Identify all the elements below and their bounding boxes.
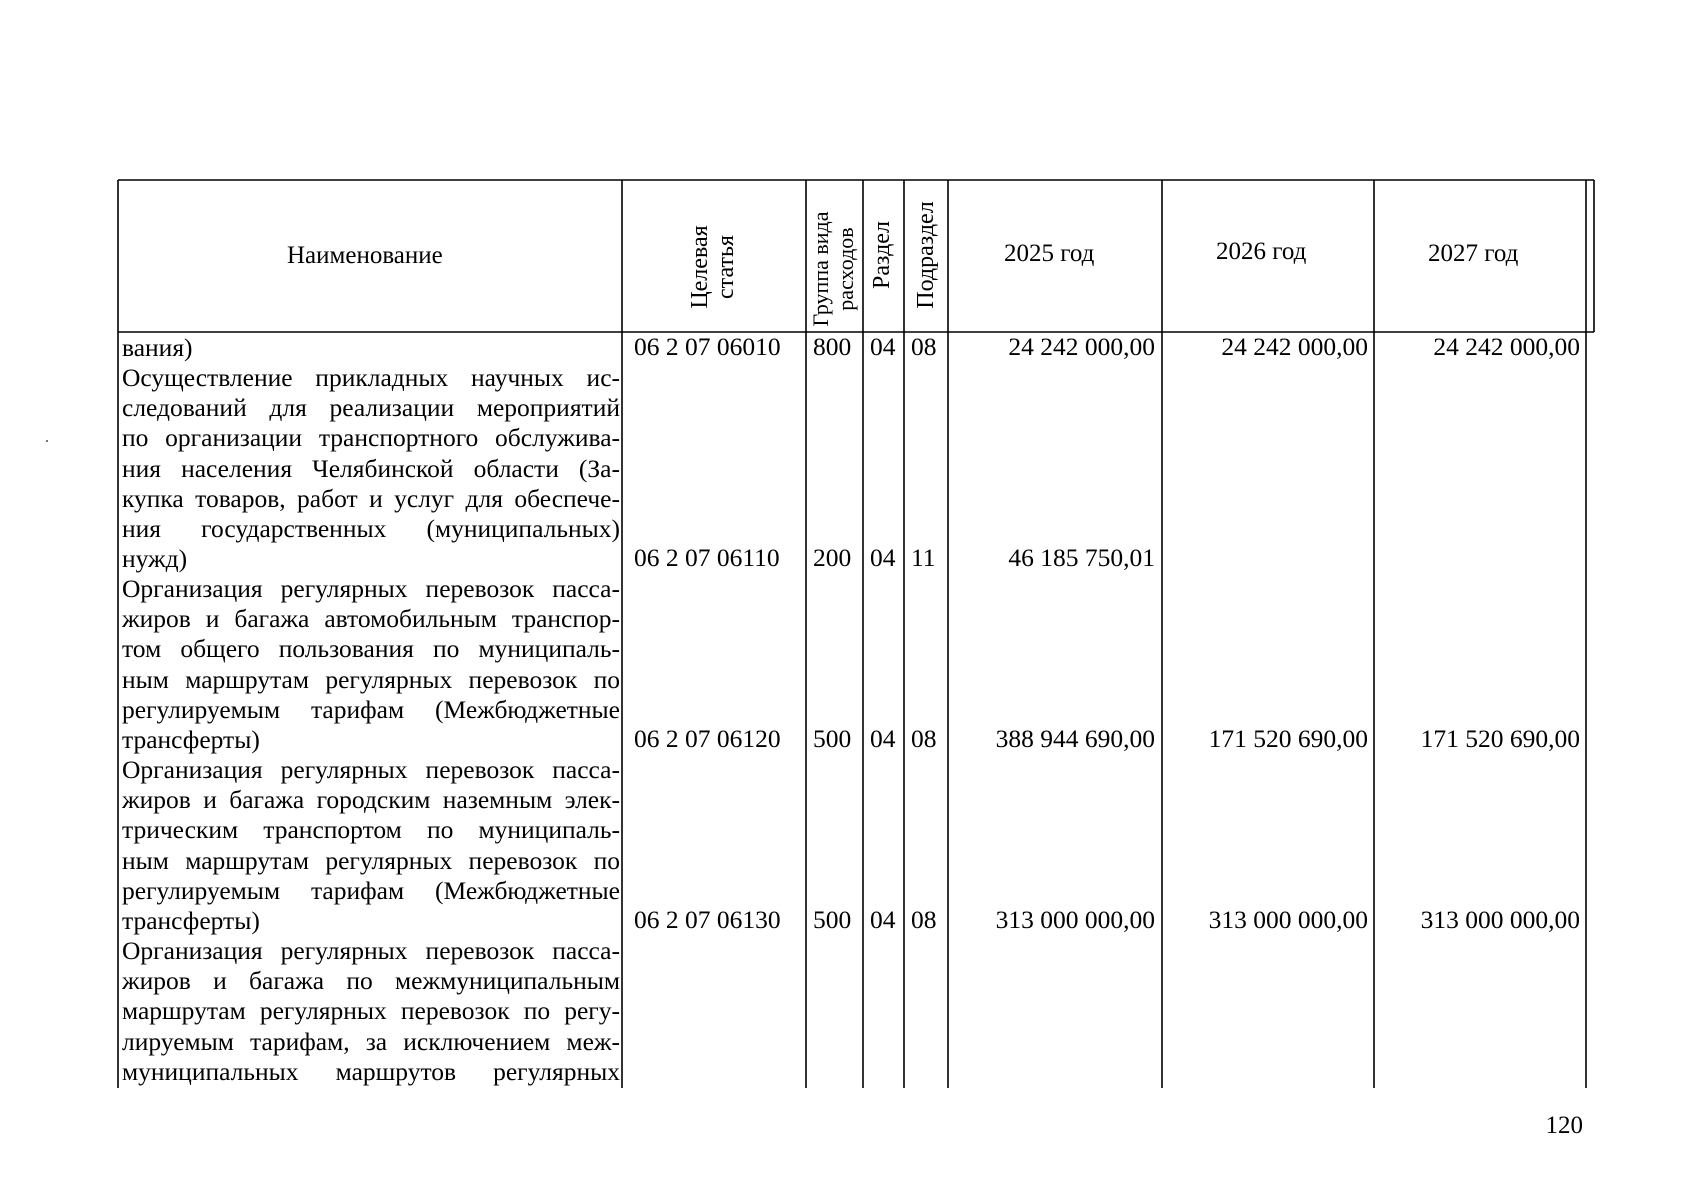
header-target-line1: Целевая (687, 225, 713, 309)
row-name-line: маршрутам регулярных перевозок по регу- (122, 996, 620, 1026)
row-name-line: муниципальных маршрутов регулярных (122, 1056, 620, 1086)
table-cell-2027: 171 520 690,00 (1420, 724, 1580, 753)
header-year-2026: 2026 год (1216, 238, 1307, 265)
row-name-line: жиров и багажа автомобильным транспор- (122, 604, 620, 634)
row-name-line: трансферты) (122, 724, 260, 754)
row-name-line: Организация регулярных перевозок пасса- (122, 755, 620, 784)
row-name-line: вания) (122, 333, 193, 362)
row-name-line: жиров и багажа городским наземным элек- (122, 785, 620, 815)
header-target-line2: статья (713, 235, 739, 299)
row-name-line: купка товаров, работ и услуг для обеспече- (122, 483, 620, 513)
header-year-2027: 2027 год (1428, 240, 1519, 267)
row-name-line: жиров и багажа по межмуниципальным (122, 966, 620, 996)
row-name-line: лируемым тарифам, за исключением меж- (122, 1026, 620, 1056)
table-cell-subsection: 11 (911, 543, 936, 572)
table-cell-2026: 313 000 000,00 (1208, 905, 1368, 934)
table-cell-subsection: 08 (911, 905, 937, 934)
page-number: 120 (1545, 1112, 1583, 1139)
row-name-line: трическим транспортом по муниципаль- (122, 815, 620, 845)
table-cell-section: 04 (870, 905, 896, 934)
row-name-line: Осуществление прикладных научных ис- (122, 363, 620, 392)
table-row-name (122, 333, 620, 363)
table-cell-section: 04 (870, 543, 896, 572)
table-row-name (122, 574, 620, 755)
table-cell-target: 06 2 07 06010 (634, 332, 781, 361)
scan-speck (46, 440, 48, 442)
table-cell-2027: 313 000 000,00 (1420, 905, 1580, 934)
header-year-2025: 2025 год (1004, 240, 1095, 267)
table-cell-2026: 171 520 690,00 (1208, 724, 1368, 753)
table-cell-group: 500 (813, 724, 852, 753)
header-subsection: Подраздел (913, 201, 939, 309)
header-expense-group (808, 205, 862, 333)
row-name-line: регулируемым тарифам (Межбюджетные (122, 875, 620, 905)
table-cell-group: 500 (813, 905, 852, 934)
table-cell-subsection: 08 (911, 724, 937, 753)
table-cell-target: 06 2 07 06110 (634, 543, 780, 572)
header-target-article (687, 202, 741, 332)
table-cell-target: 06 2 07 06130 (634, 905, 781, 934)
table-row-name (122, 755, 620, 936)
table-row-name (122, 936, 620, 1087)
table-cell-2027: 24 242 000,00 (1433, 332, 1580, 361)
header-name: Наименование (287, 242, 443, 269)
table-row-name (122, 363, 620, 574)
header-section: Раздел (869, 221, 895, 289)
table-cell-section: 04 (870, 332, 896, 361)
row-name-line: ным маршрутам регулярных перевозок по (122, 845, 620, 875)
row-name-line: нужд) (122, 544, 188, 574)
table-cell-2025: 388 944 690,00 (995, 724, 1155, 753)
row-name-line: ным маршрутам регулярных перевозок по (122, 664, 620, 694)
table-cell-2025: 46 185 750,01 (1008, 543, 1155, 572)
header-group-line1: Группа вида (808, 211, 833, 327)
row-name-line: следований для реализации мероприятий (122, 393, 620, 423)
table-cell-target: 06 2 07 06120 (634, 724, 781, 753)
table-cell-group: 200 (813, 543, 852, 572)
row-name-line: по организации транспортного обслужива- (122, 423, 620, 453)
row-name-line: трансферты) (122, 905, 260, 935)
row-name-line: ния государственных (муниципальных) (122, 513, 620, 543)
table-cell-group: 800 (813, 332, 852, 361)
row-name-line: ния населения Челябинской области (За- (122, 453, 620, 483)
row-name-line: Организация регулярных перевозок пасса- (122, 936, 620, 965)
header-group-line2: расходов (833, 227, 858, 311)
table-cell-subsection: 08 (911, 332, 937, 361)
row-name-line: том общего пользования по муниципаль- (122, 634, 620, 664)
row-name-line: Организация регулярных перевозок пасса- (122, 574, 620, 603)
table-cell-2025: 24 242 000,00 (1008, 332, 1155, 361)
row-name-line: регулируемым тарифам (Межбюджетные (122, 694, 620, 724)
table-cell-2025: 313 000 000,00 (995, 905, 1155, 934)
table-cell-2026: 24 242 000,00 (1221, 332, 1368, 361)
table-cell-section: 04 (870, 724, 896, 753)
